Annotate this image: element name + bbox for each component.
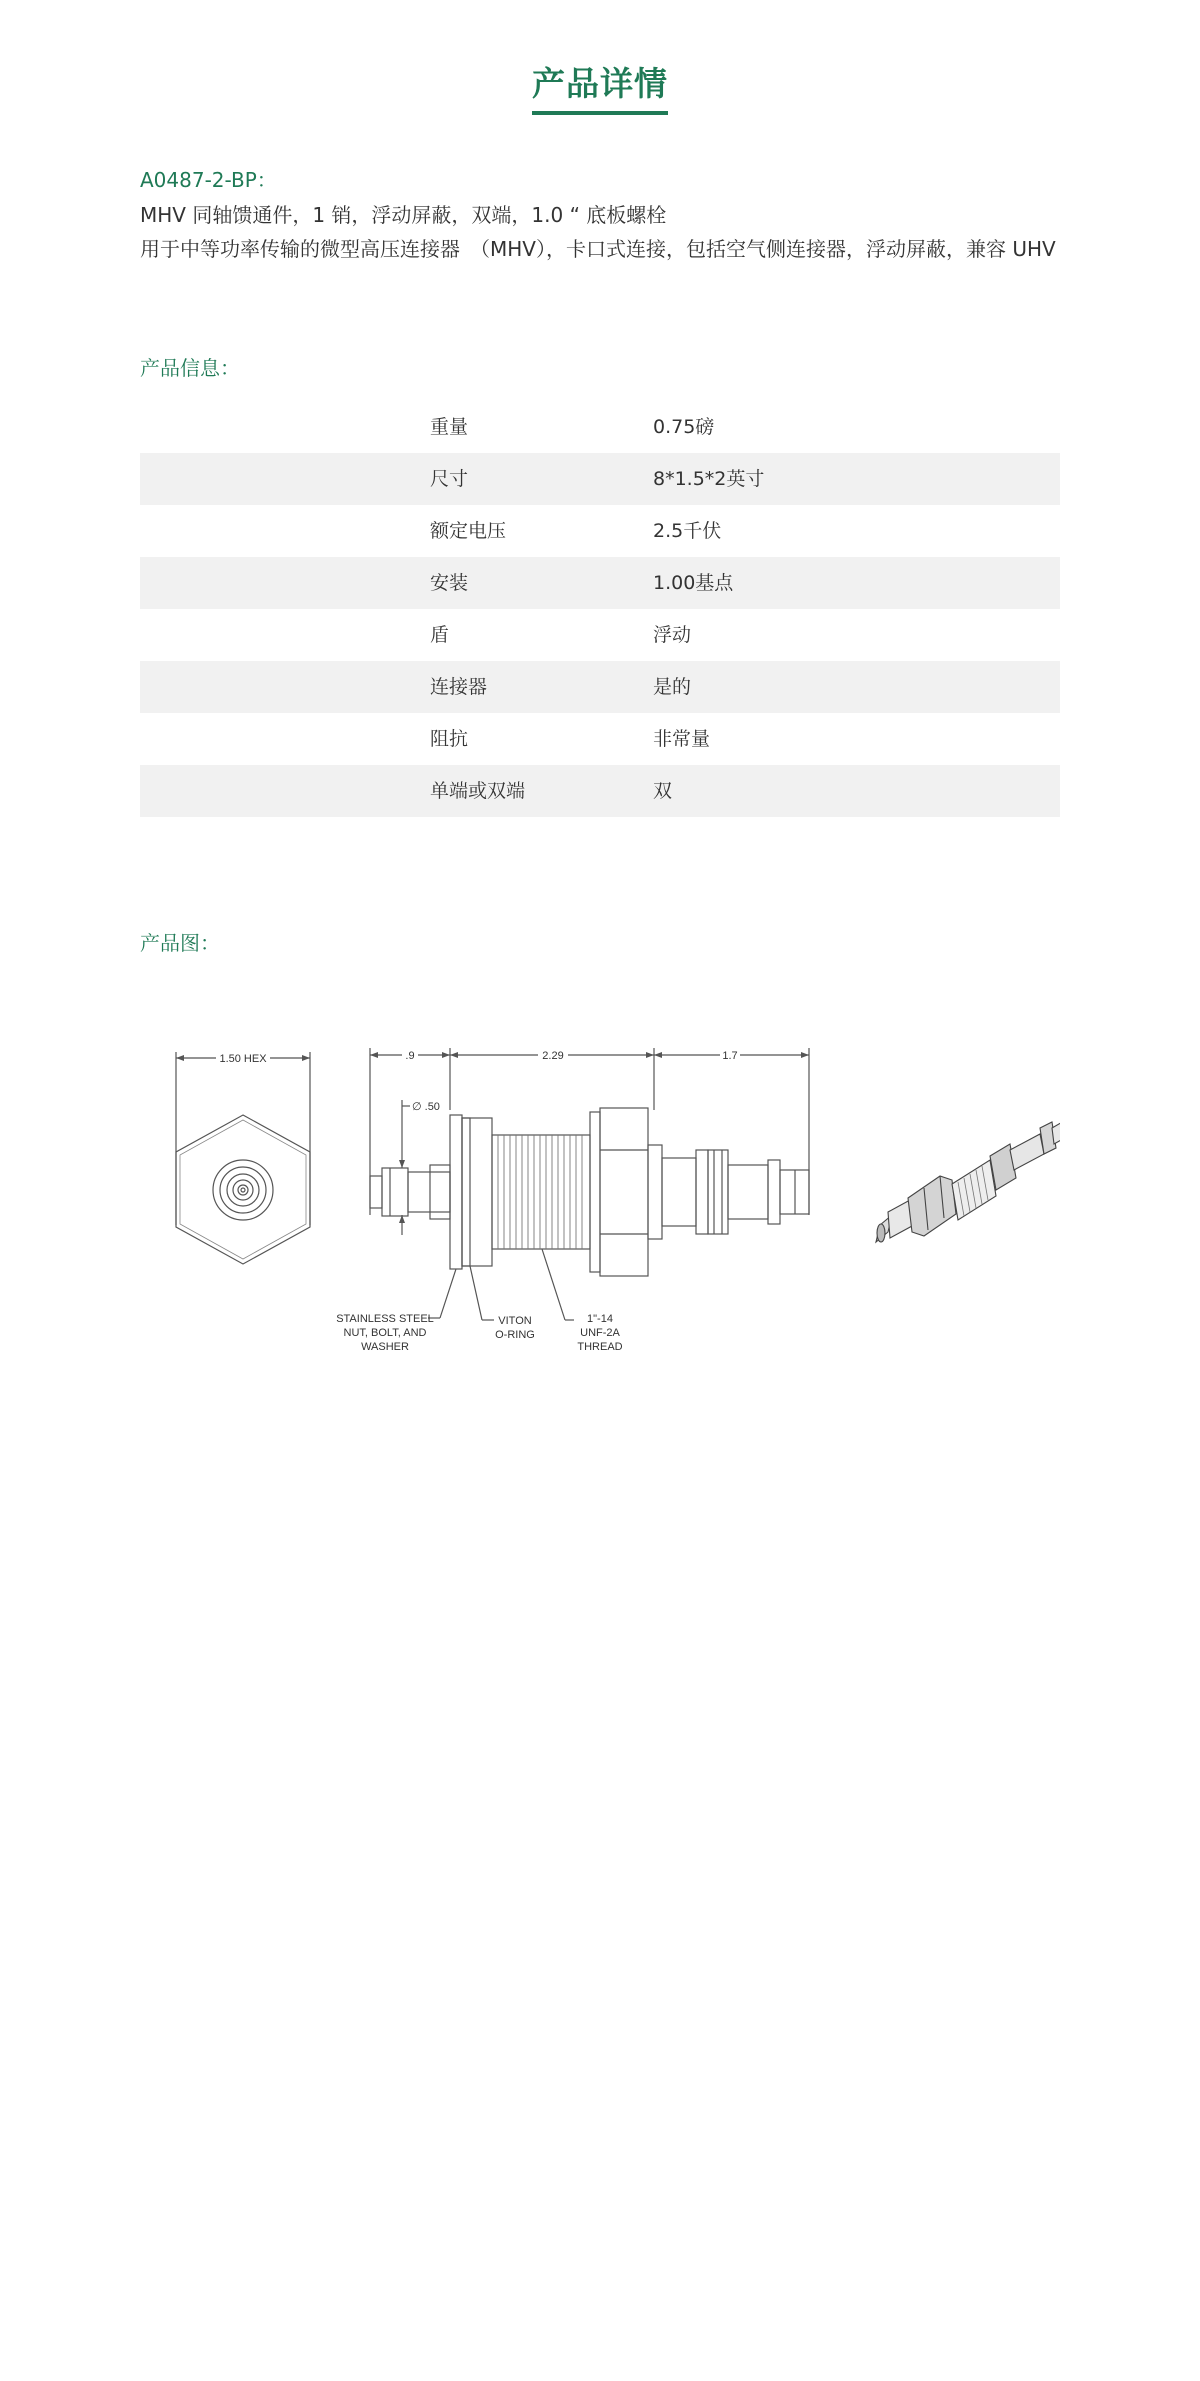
info-section-label: 产品信息： (140, 356, 240, 380)
product-drawing (140, 1000, 1060, 1360)
spec-row (140, 557, 1060, 609)
spec-key: 连接器 (430, 676, 488, 698)
spec-table (140, 401, 1060, 817)
spec-row (140, 453, 1060, 505)
description-line-2: 用于中等功率传输的微型高压连接器 （MHV），卡口式连接，包括空气侧连接器，浮动屏蔽，兼容 UHV (140, 237, 1056, 261)
spec-value: 8*1.5*2英寸 (653, 468, 765, 490)
callout-thread-line-3: THREAD (577, 1341, 623, 1353)
spec-value: 浮动 (653, 624, 692, 646)
spec-row (140, 609, 1060, 661)
spec-value: 是的 (653, 676, 692, 698)
spec-value: 非常量 (653, 728, 711, 750)
callout-thread-line-1: 1"-14 (587, 1313, 613, 1325)
page-title-wrap (0, 58, 1200, 115)
spec-value: 2.5千伏 (653, 520, 722, 542)
spec-value: 0.75磅 (653, 416, 715, 438)
spec-key: 安装 (430, 572, 469, 594)
spec-row (140, 661, 1060, 713)
callout-nut-line-3: WASHER (361, 1341, 409, 1353)
callout-nut-line-2: NUT, BOLT, AND (343, 1327, 427, 1339)
dim-right-label: 1.7 (722, 1050, 738, 1062)
dim-left-label: .9 (405, 1050, 415, 1062)
spec-row (140, 505, 1060, 557)
dim-mid-label: 2.29 (542, 1050, 564, 1062)
spec-value: 双 (653, 780, 673, 802)
spec-row (140, 765, 1060, 817)
spec-value: 1.00基点 (653, 572, 734, 594)
hex-dim-label: 1.50 HEX (219, 1053, 267, 1065)
figure-section-label: 产品图： (140, 931, 220, 955)
spec-key: 单端或双端 (430, 780, 526, 802)
spec-key: 阻抗 (430, 728, 469, 750)
description-line-1: MHV 同轴馈通件，1 销，浮动屏蔽，双端，1.0 “ 底板螺栓 (140, 203, 667, 227)
spec-key: 重量 (430, 416, 469, 438)
callout-thread-line-2: UNF-2A (580, 1327, 620, 1339)
isometric-view (876, 1120, 1060, 1242)
page-title: 产品详情 (532, 58, 668, 115)
spec-row (140, 401, 1060, 453)
hex-end-view (176, 1052, 310, 1264)
callout-nut-line-1: STAINLESS STEEL (336, 1313, 434, 1325)
side-view (370, 1048, 809, 1320)
spec-row (140, 713, 1060, 765)
model-label: A0487-2-BP： (140, 168, 277, 192)
callout-oring-line-2: O-RING (495, 1329, 535, 1341)
spec-key: 尺寸 (430, 468, 469, 490)
spec-key: 额定电压 (430, 520, 507, 542)
diameter-label: ∅ .50 (412, 1101, 440, 1113)
callout-oring-line-1: VITON (498, 1315, 532, 1327)
spec-key: 盾 (430, 624, 450, 646)
